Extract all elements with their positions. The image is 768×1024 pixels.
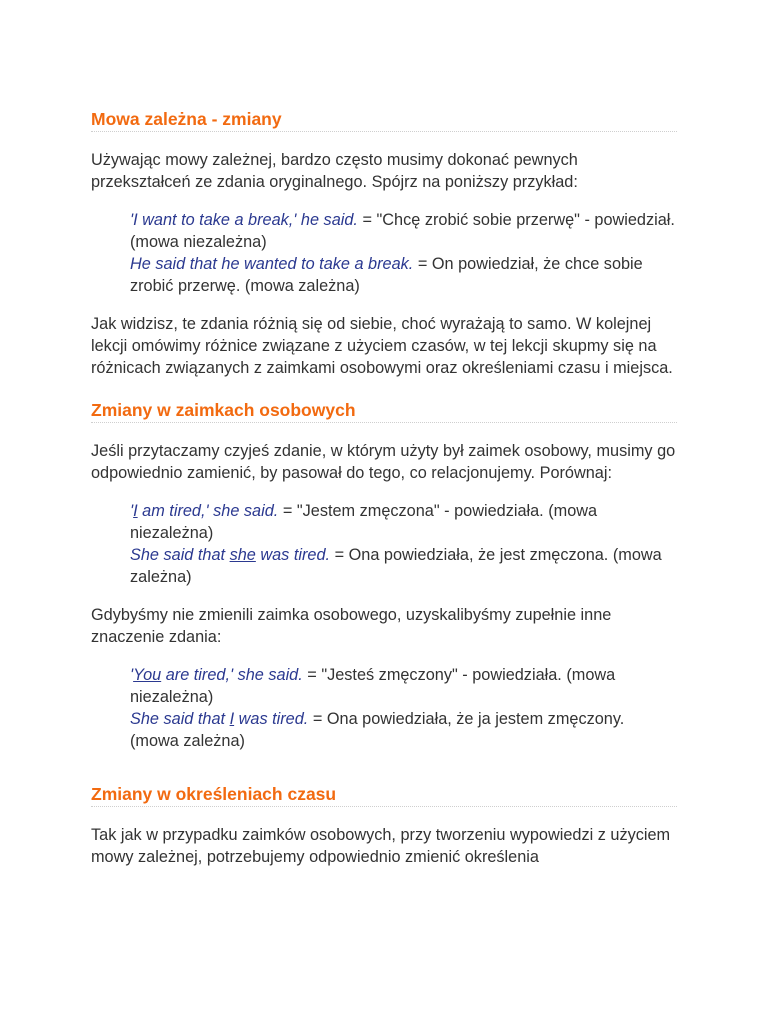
paragraph-explanation: Jak widzisz, te zdania różnią się od siebie, choć wyrażają to samo. W kolejnej lekcji omówimy różnice związane z użyciem czasów, w tej lekcji skupmy się na różnicach związanych z zaimkami osobowymi oraz określeniami czasu i miejsca. — [91, 315, 673, 377]
example-block — [130, 209, 677, 297]
underlined-pronoun: I — [133, 502, 138, 520]
english-example: 'I want to take a break,' he said. — [130, 211, 358, 229]
polish-translation: = "Jesteś zmęczony" - powiedziała. (mowa niezależna) — [130, 666, 616, 706]
example-block — [130, 664, 677, 752]
english-example — [130, 546, 330, 564]
document-page — [91, 108, 677, 884]
example-line — [130, 209, 677, 253]
english-example: He said that he wanted to take a break. — [130, 255, 414, 273]
text-fragment: She said that — [130, 546, 230, 564]
english-example — [130, 710, 308, 728]
english-example — [130, 666, 303, 684]
text-fragment: was tired. — [255, 546, 331, 564]
example-line — [130, 500, 677, 544]
example-block — [130, 500, 677, 588]
polish-translation: = On powiedział, że chce sobie zrobić przerwę. (mowa zależna) — [130, 255, 643, 295]
text-fragment: ' — [130, 666, 134, 684]
english-example — [130, 502, 278, 520]
section-heading-mowa-zalezna: Mowa zależna - zmiany — [91, 108, 677, 132]
polish-translation: = "Chcę zrobić sobie przerwę" - powiedział. (mowa niezależna) — [130, 211, 675, 251]
example-line — [130, 544, 677, 588]
text-fragment: was tired. — [234, 710, 309, 728]
example-line — [130, 253, 677, 297]
section-heading-zaimki-osobowe: Zmiany w zaimkach osobowych — [91, 399, 677, 423]
underlined-pronoun: You — [133, 666, 162, 684]
section-heading-okreslenia-czasu: Zmiany w określeniach czasu — [91, 783, 677, 807]
paragraph-intro: Używając mowy zależnej, bardzo często musimy dokonać pewnych przekształceń ze zdania oryginalnego. Spójrz na poniższy przykład: — [91, 151, 578, 191]
underlined-pronoun: I — [229, 710, 235, 728]
text-fragment: am tired,' she said. — [137, 502, 279, 520]
underlined-pronoun: she — [229, 546, 256, 564]
text-fragment: ' — [130, 502, 134, 520]
polish-translation: = Ona powiedziała, że ja jestem zmęczony. (mowa zależna) — [130, 710, 625, 750]
paragraph-intro: Tak jak w przypadku zaimków osobowych, przy tworzeniu wypowiedzi z użyciem mowy zależnej, potrzebujemy odpowiednio zmienić określenia — [91, 826, 671, 866]
example-line — [130, 708, 677, 752]
example-line — [130, 664, 677, 708]
paragraph-explanation: Gdybyśmy nie zmienili zaimka osobowego, uzyskalibyśmy zupełnie inne znaczenie zdania: — [91, 606, 612, 646]
polish-translation: = "Jestem zmęczona" - powiedziała. (mowa niezależna) — [130, 502, 598, 542]
polish-translation: = Ona powiedziała, że jest zmęczona. (mowa zależna) — [130, 546, 662, 586]
text-fragment: are tired,' she said. — [161, 666, 303, 684]
text-fragment: She said that — [130, 710, 230, 728]
paragraph-intro: Jeśli przytaczamy czyjeś zdanie, w którym użyty był zaimek osobowy, musimy go odpowiednio zamienić, by pasował do tego, co relacjonujemy. Porównaj: — [91, 442, 676, 482]
